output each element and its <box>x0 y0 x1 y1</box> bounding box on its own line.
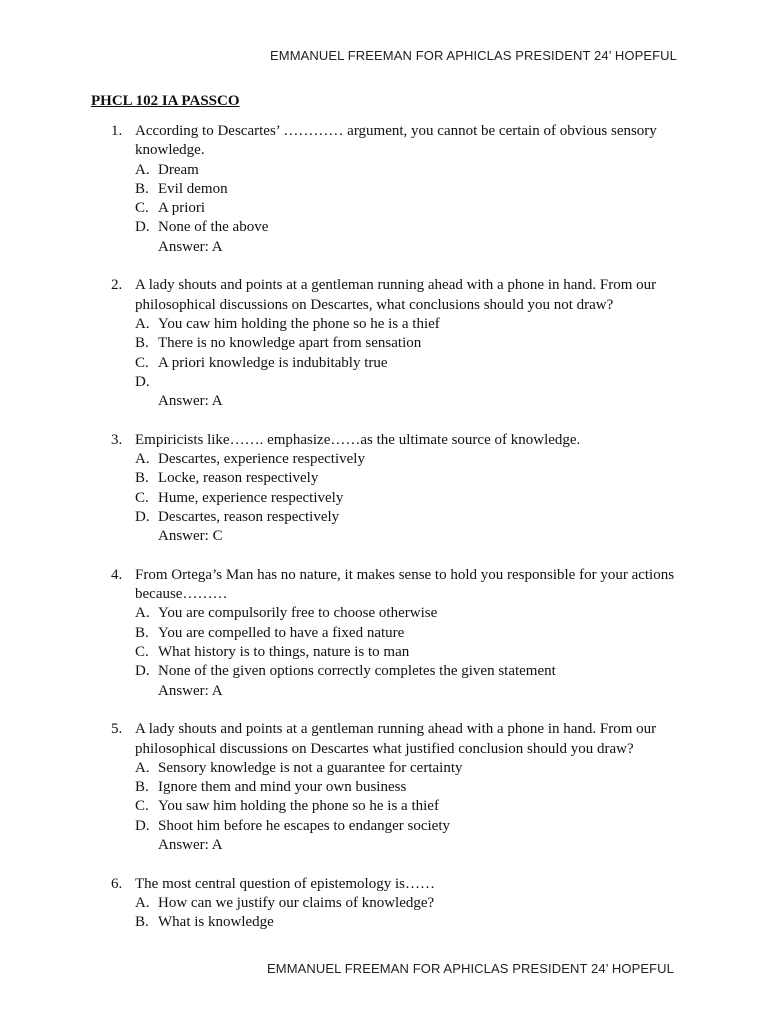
answer: Answer: A <box>158 682 223 699</box>
question-text: because……… <box>135 586 228 603</box>
answer: Answer: C <box>158 528 223 545</box>
option-d: D. Descartes, reason respectively <box>135 508 340 525</box>
option-c: C. You saw him holding the phone so he is a thief <box>135 798 439 815</box>
question-text: philosophical discussions on Descartes what justified conclusion should you draw? <box>135 740 634 757</box>
question-4 <box>0 566 768 701</box>
option-b: B. There is no knowledge apart from sensation <box>135 335 422 352</box>
option-c: C. A priori knowledge is indubitably true <box>135 354 388 371</box>
option-d: D. None of the above <box>135 219 269 236</box>
option-b: B. Ignore them and mind your own business <box>135 779 407 796</box>
option-b: B. What is knowledge <box>135 914 274 931</box>
page-header: EMMANUEL FREEMAN FOR APHICLAS PRESIDENT 24’ HOPEFUL <box>270 48 677 63</box>
question-1 <box>0 122 768 257</box>
question-number: 4. <box>111 566 123 583</box>
question-number: 6. <box>111 875 123 892</box>
answer: Answer: A <box>158 836 223 853</box>
option-a: A. Descartes, experience respectively <box>135 451 365 468</box>
question-number: 5. <box>111 721 123 738</box>
option-b: B. Evil demon <box>135 180 228 197</box>
option-a: A. How can we justify our claims of knowledge? <box>135 894 435 911</box>
option-b: B. You are compelled to have a fixed nature <box>135 624 405 641</box>
answer: Answer: A <box>158 393 223 410</box>
question-3 <box>0 431 768 547</box>
option-c: C. Hume, experience respectively <box>135 489 344 506</box>
question-text: According to Descartes’ ………… argument, you cannot be certain of obvious sensory <box>135 123 657 139</box>
option-c: C. A priori <box>135 200 206 217</box>
document-title: PHCL 102 IA PASSCO <box>91 93 240 109</box>
option-a: A. You are compulsorily free to choose otherwise <box>135 605 438 622</box>
option-c: C. What history is to things, nature is to man <box>135 644 410 661</box>
question-text: philosophical discussions on Descartes, what conclusions should you not draw? <box>135 296 614 313</box>
question-5 <box>0 720 768 855</box>
question-text: The most central question of epistemology is…… <box>135 875 435 892</box>
question-text: From Ortega’s Man has no nature, it makes sense to hold you responsible for your actions <box>135 566 675 583</box>
option-a: A. You caw him holding the phone so he is a thief <box>135 315 440 332</box>
option-d: D. <box>135 373 150 390</box>
question-list <box>0 122 768 952</box>
question-6 <box>0 875 768 933</box>
question-2 <box>0 276 768 411</box>
question-number: 3. <box>111 431 123 448</box>
option-a: A. Dream <box>135 161 199 178</box>
option-b: B. Locke, reason respectively <box>135 470 319 487</box>
option-a: A. Sensory knowledge is not a guarantee for certainty <box>135 759 463 776</box>
option-d: D. None of the given options correctly completes the given statement <box>135 663 556 680</box>
question-text: Empiricists like……. emphasize……as the ultimate source of knowledge. <box>135 431 581 448</box>
question-text: A lady shouts and points at a gentleman running ahead with a phone in hand. From our <box>135 721 657 738</box>
question-text: knowledge. <box>135 142 205 159</box>
page-footer: EMMANUEL FREEMAN FOR APHICLAS PRESIDENT 24’ HOPEFUL <box>267 961 674 976</box>
question-text: A lady shouts and points at a gentleman running ahead with a phone in hand. From our <box>135 277 657 294</box>
question-number: 2. <box>111 277 123 294</box>
option-d: D. Shoot him before he escapes to endanger society <box>135 817 450 834</box>
question-number: 1. <box>111 123 123 139</box>
answer: Answer: A <box>158 238 223 255</box>
